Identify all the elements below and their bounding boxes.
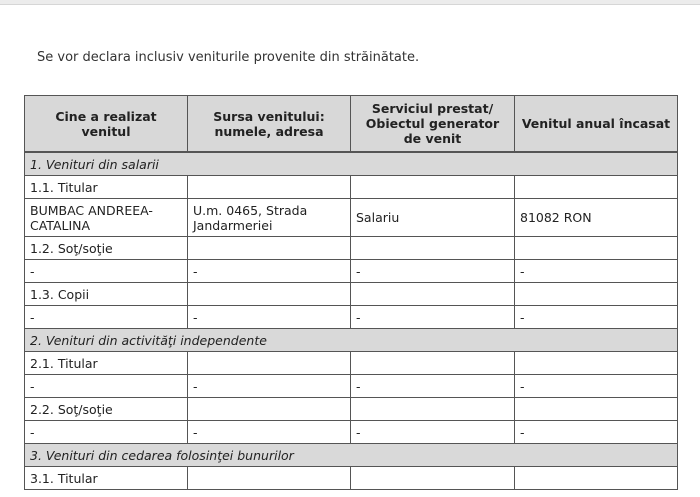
- table-cell: [515, 176, 678, 199]
- table-cell: 1.1. Titular: [25, 176, 188, 199]
- table-cell: 1.2. Soţ/soţie: [25, 237, 188, 260]
- table-cell: U.m. 0465, Strada Jandarmeriei: [188, 199, 351, 237]
- table-cell: [188, 237, 351, 260]
- table-row: [25, 467, 678, 490]
- table-cell: -: [351, 375, 515, 398]
- table-cell: [188, 176, 351, 199]
- table-cell: 2.2. Soţ/soţie: [25, 398, 188, 421]
- table-row: [25, 375, 678, 398]
- table-cell: -: [188, 306, 351, 329]
- table-cell: [351, 283, 515, 306]
- table-row: [25, 352, 678, 375]
- header-service: Serviciul prestat/ Obiectul generator de venit: [351, 96, 515, 153]
- intro-text: Se vor declara inclusiv veniturile provenite din străinătate.: [37, 50, 420, 65]
- table-cell: -: [351, 306, 515, 329]
- table-cell: 3.1. Titular: [25, 467, 188, 490]
- table-row: [25, 306, 678, 329]
- table-cell: [351, 467, 515, 490]
- table-cell: -: [515, 260, 678, 283]
- table-cell: [515, 352, 678, 375]
- section-title: 1. Venituri din salarii: [25, 153, 678, 176]
- table-cell: -: [188, 260, 351, 283]
- table-cell: -: [515, 306, 678, 329]
- table-cell: [515, 237, 678, 260]
- table-cell: [515, 467, 678, 490]
- table-row: [25, 398, 678, 421]
- section-row: [25, 153, 678, 176]
- table-cell: [515, 398, 678, 421]
- table-cell: [351, 398, 515, 421]
- table-cell: -: [188, 375, 351, 398]
- table-cell: [188, 398, 351, 421]
- top-bar: [0, 0, 700, 5]
- table-cell: [351, 176, 515, 199]
- header-who: Cine a realizat venitul: [25, 96, 188, 153]
- table-header-row: [25, 96, 678, 153]
- header-annual-income: Venitul anual încasat: [515, 96, 678, 153]
- table-cell: -: [25, 375, 188, 398]
- table-cell: [351, 237, 515, 260]
- table-cell: 1.3. Copii: [25, 283, 188, 306]
- table-cell: [188, 467, 351, 490]
- section-row: [25, 444, 678, 467]
- section-title: 2. Venituri din activităţi independente: [25, 329, 678, 352]
- table-cell: [515, 283, 678, 306]
- table-cell: -: [351, 260, 515, 283]
- section-row: [25, 329, 678, 352]
- table-cell: -: [351, 421, 515, 444]
- table-row: [25, 283, 678, 306]
- table-cell: 81082 RON: [515, 199, 678, 237]
- table-cell: -: [25, 421, 188, 444]
- header-source: Sursa venitului: numele, adresa: [188, 96, 351, 153]
- table-cell: [351, 352, 515, 375]
- table-cell: 2.1. Titular: [25, 352, 188, 375]
- table-body: [25, 153, 678, 490]
- table-cell: -: [25, 260, 188, 283]
- table-row: [25, 421, 678, 444]
- table-cell: [188, 283, 351, 306]
- section-title: 3. Venituri din cedarea folosinţei bunurilor: [25, 444, 678, 467]
- table-row: [25, 237, 678, 260]
- table-cell: -: [515, 421, 678, 444]
- income-table: [24, 95, 678, 490]
- table-cell: Salariu: [351, 199, 515, 237]
- table-cell: -: [188, 421, 351, 444]
- table-row: [25, 176, 678, 199]
- table-cell: BUMBAC ANDREEA-CATALINA: [25, 199, 188, 237]
- table-cell: -: [515, 375, 678, 398]
- table-cell: -: [25, 306, 188, 329]
- table-row: [25, 199, 678, 237]
- table-cell: [188, 352, 351, 375]
- table-row: [25, 260, 678, 283]
